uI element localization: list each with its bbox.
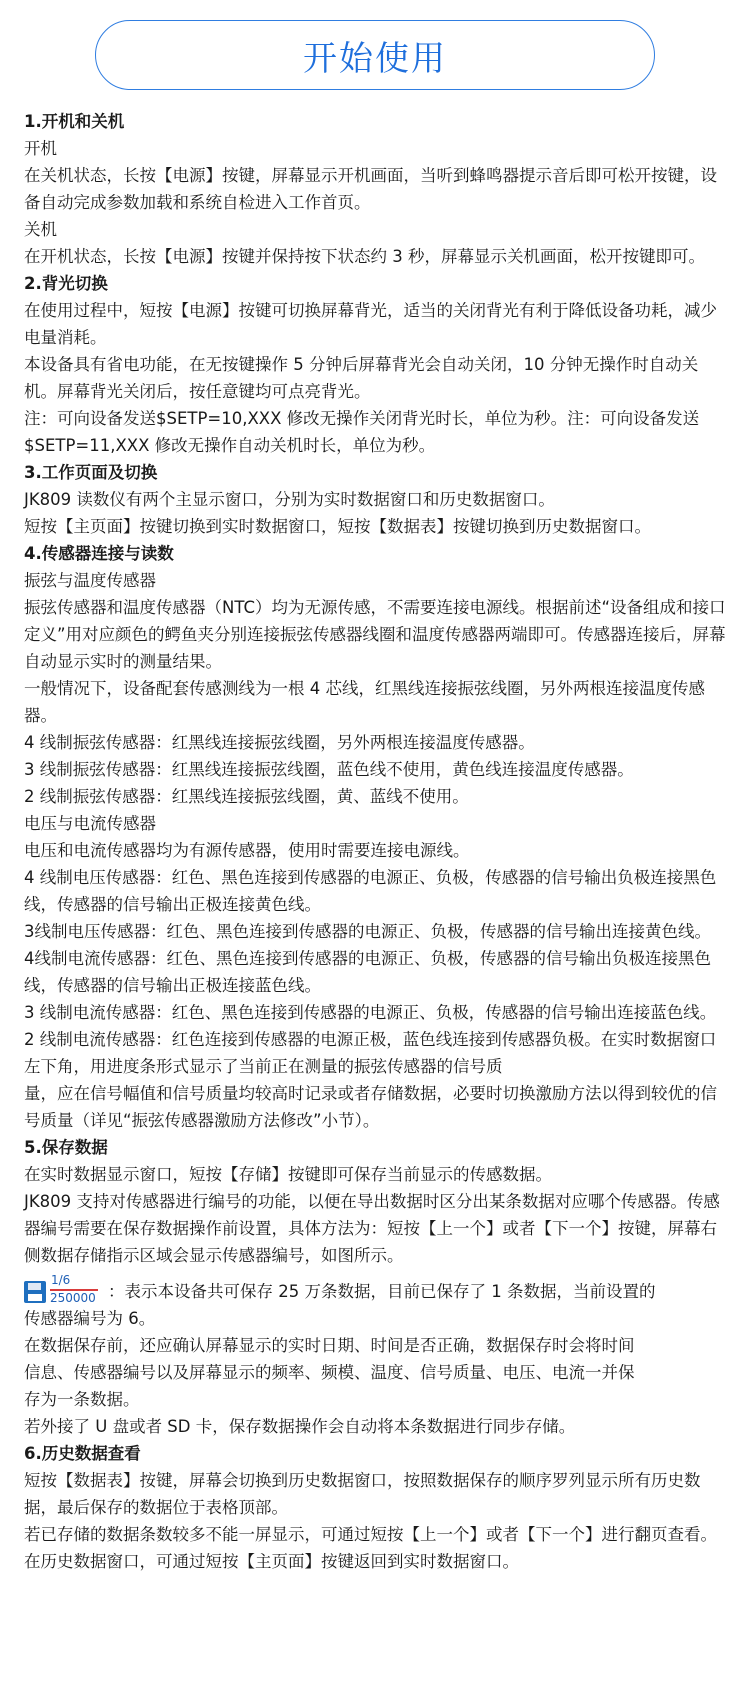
paragraph: 一般情况下，设备配套传感测线为一根 4 芯线，红黑线连接振弦线圈，另外两根连接温度传感器。 [24, 679, 705, 725]
heading-save: 5.保存数据 [24, 1138, 108, 1157]
subheading-power-on: 开机 [24, 139, 57, 158]
heading-backlight: 2.背光切换 [24, 274, 108, 293]
paragraph: 振弦传感器和温度传感器（NTC）均为无源传感，不需要连接电源线。根据前述“设备组成和接口定义”用对应颜色的鳄鱼夹分别连接振弦传感器线圈和温度传感器两端即可。传感器连接后，屏幕自动显示实时的测量结果。 [24, 598, 726, 671]
heading-history: 6.历史数据查看 [24, 1444, 141, 1463]
paragraph: 在实时数据显示窗口，短按【存储】按键即可保存当前显示的传感数据。 [24, 1165, 552, 1184]
paragraph: JK809 读数仪有两个主显示窗口，分别为实时数据窗口和历史数据窗口。 [24, 490, 555, 509]
paragraph: 4 线制振弦传感器：红黑线连接振弦线圈，另外两根连接温度传感器。 [24, 733, 535, 752]
paragraph: 传感器编号为 6。 [24, 1309, 156, 1328]
paragraph: 在使用过程中，短按【电源】按键可切换屏幕背光，适当的关闭背光有利于降低设备功耗，减少电量消耗。 [24, 301, 717, 347]
paragraph: 在开机状态，长按【电源】按键并保持按下状态约 3 秒，屏幕显示关机画面，松开按键即可。 [24, 247, 705, 266]
page-title: 开始使用 [303, 38, 447, 79]
paragraph: 4 线制电压传感器：红色、黑色连接到传感器的电源正、负极，传感器的信号输出负极连接黑色线，传感器的信号输出正极连接黄色线。 [24, 868, 717, 914]
paragraph: 电压和电流传感器均为有源传感器，使用时需要连接电源线。 [24, 841, 470, 860]
paragraph: 在关机状态，长按【电源】按键，屏幕显示开机画面，当听到蜂鸣器提示音后即可松开按键，设备自动完成参数加载和系统自检进入工作首页。 [24, 166, 717, 212]
paragraph: 量，应在信号幅值和信号质量均较高时记录或者存储数据，必要时切换激励方法以得到较优的信号质量（详见“振弦传感器激励方法修改”小节）。 [24, 1084, 717, 1130]
storage-count: 1/6 [51, 1273, 71, 1287]
paragraph: 若已存储的数据条数较多不能一屏显示，可通过短按【上一个】或者【下一个】进行翻页查看。 [24, 1525, 717, 1544]
subheading-vw-temp: 振弦与温度传感器 [24, 571, 156, 590]
subheading-power-off: 关机 [24, 220, 57, 239]
paragraph: 本设备具有省电功能，在无按键操作 5 分钟后屏幕背光会自动关闭，10 分钟无操作时自动关机。屏幕背光关闭后，按任意键均可点亮背光。 [24, 355, 699, 401]
heading-sensors: 4.传感器连接与读数 [24, 544, 174, 563]
paragraph: JK809 支持对传感器进行编号的功能，以便在导出数据时区分出某条数据对应哪个传感器。传感器编号需要在保存数据操作前设置，具体方法为：短按【上一个】或者【下一个】按键，屏幕右侧数据存储指示区域会显示传感器编号，如图所示。 [24, 1192, 720, 1265]
storage-indicator-line [24, 1275, 730, 1305]
title-banner [95, 20, 655, 90]
paragraph: 信息、传感器编号以及屏幕显示的频率、频模、温度、信号质量、电压、电流一并保 [24, 1363, 635, 1382]
paragraph: 3线制电压传感器：红色、黑色连接到传感器的电源正、负极，传感器的信号输出连接黄色线。 [24, 922, 711, 941]
paragraph: 3 线制振弦传感器：红黑线连接振弦线圈，蓝色线不使用，黄色线连接温度传感器。 [24, 760, 634, 779]
paragraph: 在历史数据窗口，可通过短按【主页面】按键返回到实时数据窗口。 [24, 1552, 519, 1571]
paragraph: 存为一条数据。 [24, 1390, 140, 1409]
paragraph: 4线制电流传感器：红色、黑色连接到传感器的电源正、负极，传感器的信号输出负极连接黑色线，传感器的信号输出正极连接蓝色线。 [24, 949, 711, 995]
storage-description: ：表示本设备共可保存 25 万条数据，目前已保存了 1 条数据，当前设置的 [108, 1282, 656, 1301]
paragraph: 注：可向设备发送$SETP=10,XXX 修改无操作关闭背光时长，单位为秒。注：可向设备发送$SETP=11,XXX 修改无操作自动关机时长，单位为秒。 [24, 409, 700, 455]
paragraph: 在数据保存前，还应确认屏幕显示的实时日期、时间是否正确，数据保存时会将时间 [24, 1336, 635, 1355]
heading-power: 1.开机和关机 [24, 112, 125, 131]
subheading-voltage-current: 电压与电流传感器 [24, 814, 156, 833]
paragraph: 短按【主页面】按键切换到实时数据窗口，短按【数据表】按键切换到历史数据窗口。 [24, 517, 651, 536]
floppy-disk-icon [24, 1281, 46, 1303]
heading-pages: 3.工作页面及切换 [24, 463, 158, 482]
storage-indicator [24, 1275, 104, 1305]
paragraph: 若外接了 U 盘或者 SD 卡，保存数据操作会自动将本条数据进行同步存储。 [24, 1417, 576, 1436]
storage-capacity: 250000 [50, 1291, 96, 1305]
paragraph: 3 线制电流传感器：红色、黑色连接到传感器的电源正、负极，传感器的信号输出连接蓝色线。 [24, 1003, 717, 1022]
paragraph: 短按【数据表】按键，屏幕会切换到历史数据窗口，按照数据保存的顺序罗列显示所有历史数据，最后保存的数据位于表格顶部。 [24, 1471, 701, 1517]
paragraph: 2 线制电流传感器：红色连接到传感器的电源正极，蓝色线连接到传感器负极。在实时数据窗口左下角，用进度条形式显示了当前正在测量的振弦传感器的信号质 [24, 1030, 717, 1076]
paragraph: 2 线制振弦传感器：红黑线连接振弦线圈，黄、蓝线不使用。 [24, 787, 469, 806]
manual-content [24, 108, 730, 1575]
